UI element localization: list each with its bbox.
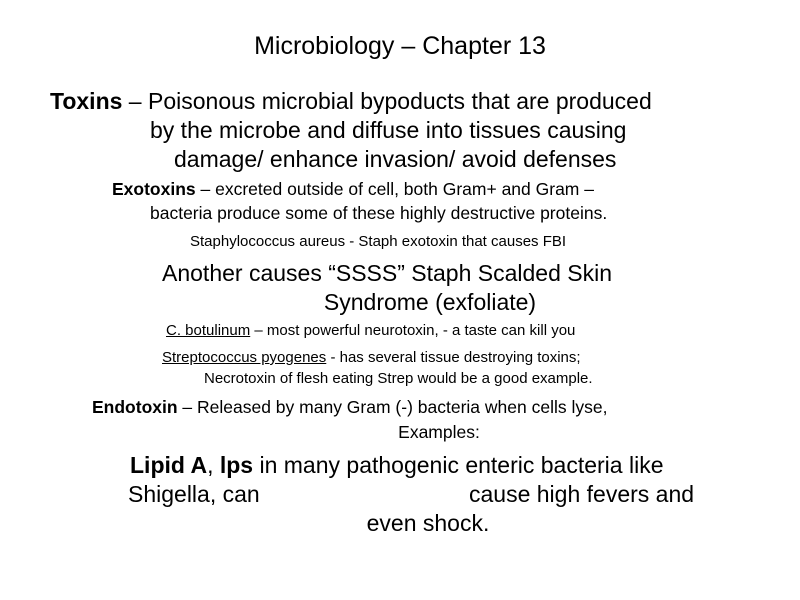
lipid-line-3: even shock. [366, 510, 490, 536]
exotoxins-line-2: bacteria produce some of these highly destructive proteins. [150, 203, 608, 223]
ssss-line-1: Another causes “SSSS” Staph Scalded Skin [162, 260, 613, 286]
toxins-definition-line-3: damage/ enhance invasion/ avoid defenses [174, 146, 617, 172]
strep-text-1: - has several tissue destroying toxins; [326, 349, 581, 366]
c-botulinum-name: C. botulinum [166, 322, 251, 339]
strep-line-1 [162, 347, 581, 369]
ssss-line-2: Syndrome (exfoliate) [323, 289, 537, 315]
lps-term: lps [219, 452, 254, 478]
lipid-line-2a: Shigella, can [128, 481, 260, 507]
endotoxin-text-1: – Released by many Gram (-) bacteria when cells lyse, [177, 397, 608, 417]
endotoxin-line-2: Examples: [398, 422, 480, 442]
endotoxin-line-1 [92, 395, 607, 419]
strep-line-2: Necrotoxin of flesh eating Strep would be a good example. [204, 370, 593, 387]
lipid-a-term: Lipid A [130, 452, 208, 478]
exotoxins-text-1: – excreted outside of cell, both Gram+ and Gram – [195, 179, 594, 199]
toxins-definition-line-1 [50, 86, 652, 116]
lipid-line-2b: cause high fevers and [469, 481, 695, 507]
lipid-text-1: in many pathogenic enteric bacteria like [253, 452, 664, 478]
exotoxins-line-1 [112, 177, 594, 201]
exotoxins-term: Exotoxins [112, 179, 196, 199]
toxins-definition-line-2: by the microbe and diffuse into tissues causing [150, 117, 627, 143]
endotoxin-term: Endotoxin [92, 397, 178, 417]
strep-name: Streptococcus pyogenes [162, 349, 327, 366]
c-botulinum-line [166, 320, 575, 342]
toxins-text-1: – Poisonous microbial bypoducts that are produced [122, 88, 652, 114]
staph-aureus-line: Staphylococcus aureus - Staph exotoxin that causes FBI [190, 233, 567, 250]
slide-title: Microbiology – Chapter 13 [254, 32, 546, 60]
toxins-term: Toxins [50, 88, 123, 114]
c-botulinum-text: – most powerful neurotoxin, - a taste can kill you [250, 322, 576, 339]
lipid-separator: , [207, 452, 220, 478]
lipid-line-1 [130, 450, 664, 480]
